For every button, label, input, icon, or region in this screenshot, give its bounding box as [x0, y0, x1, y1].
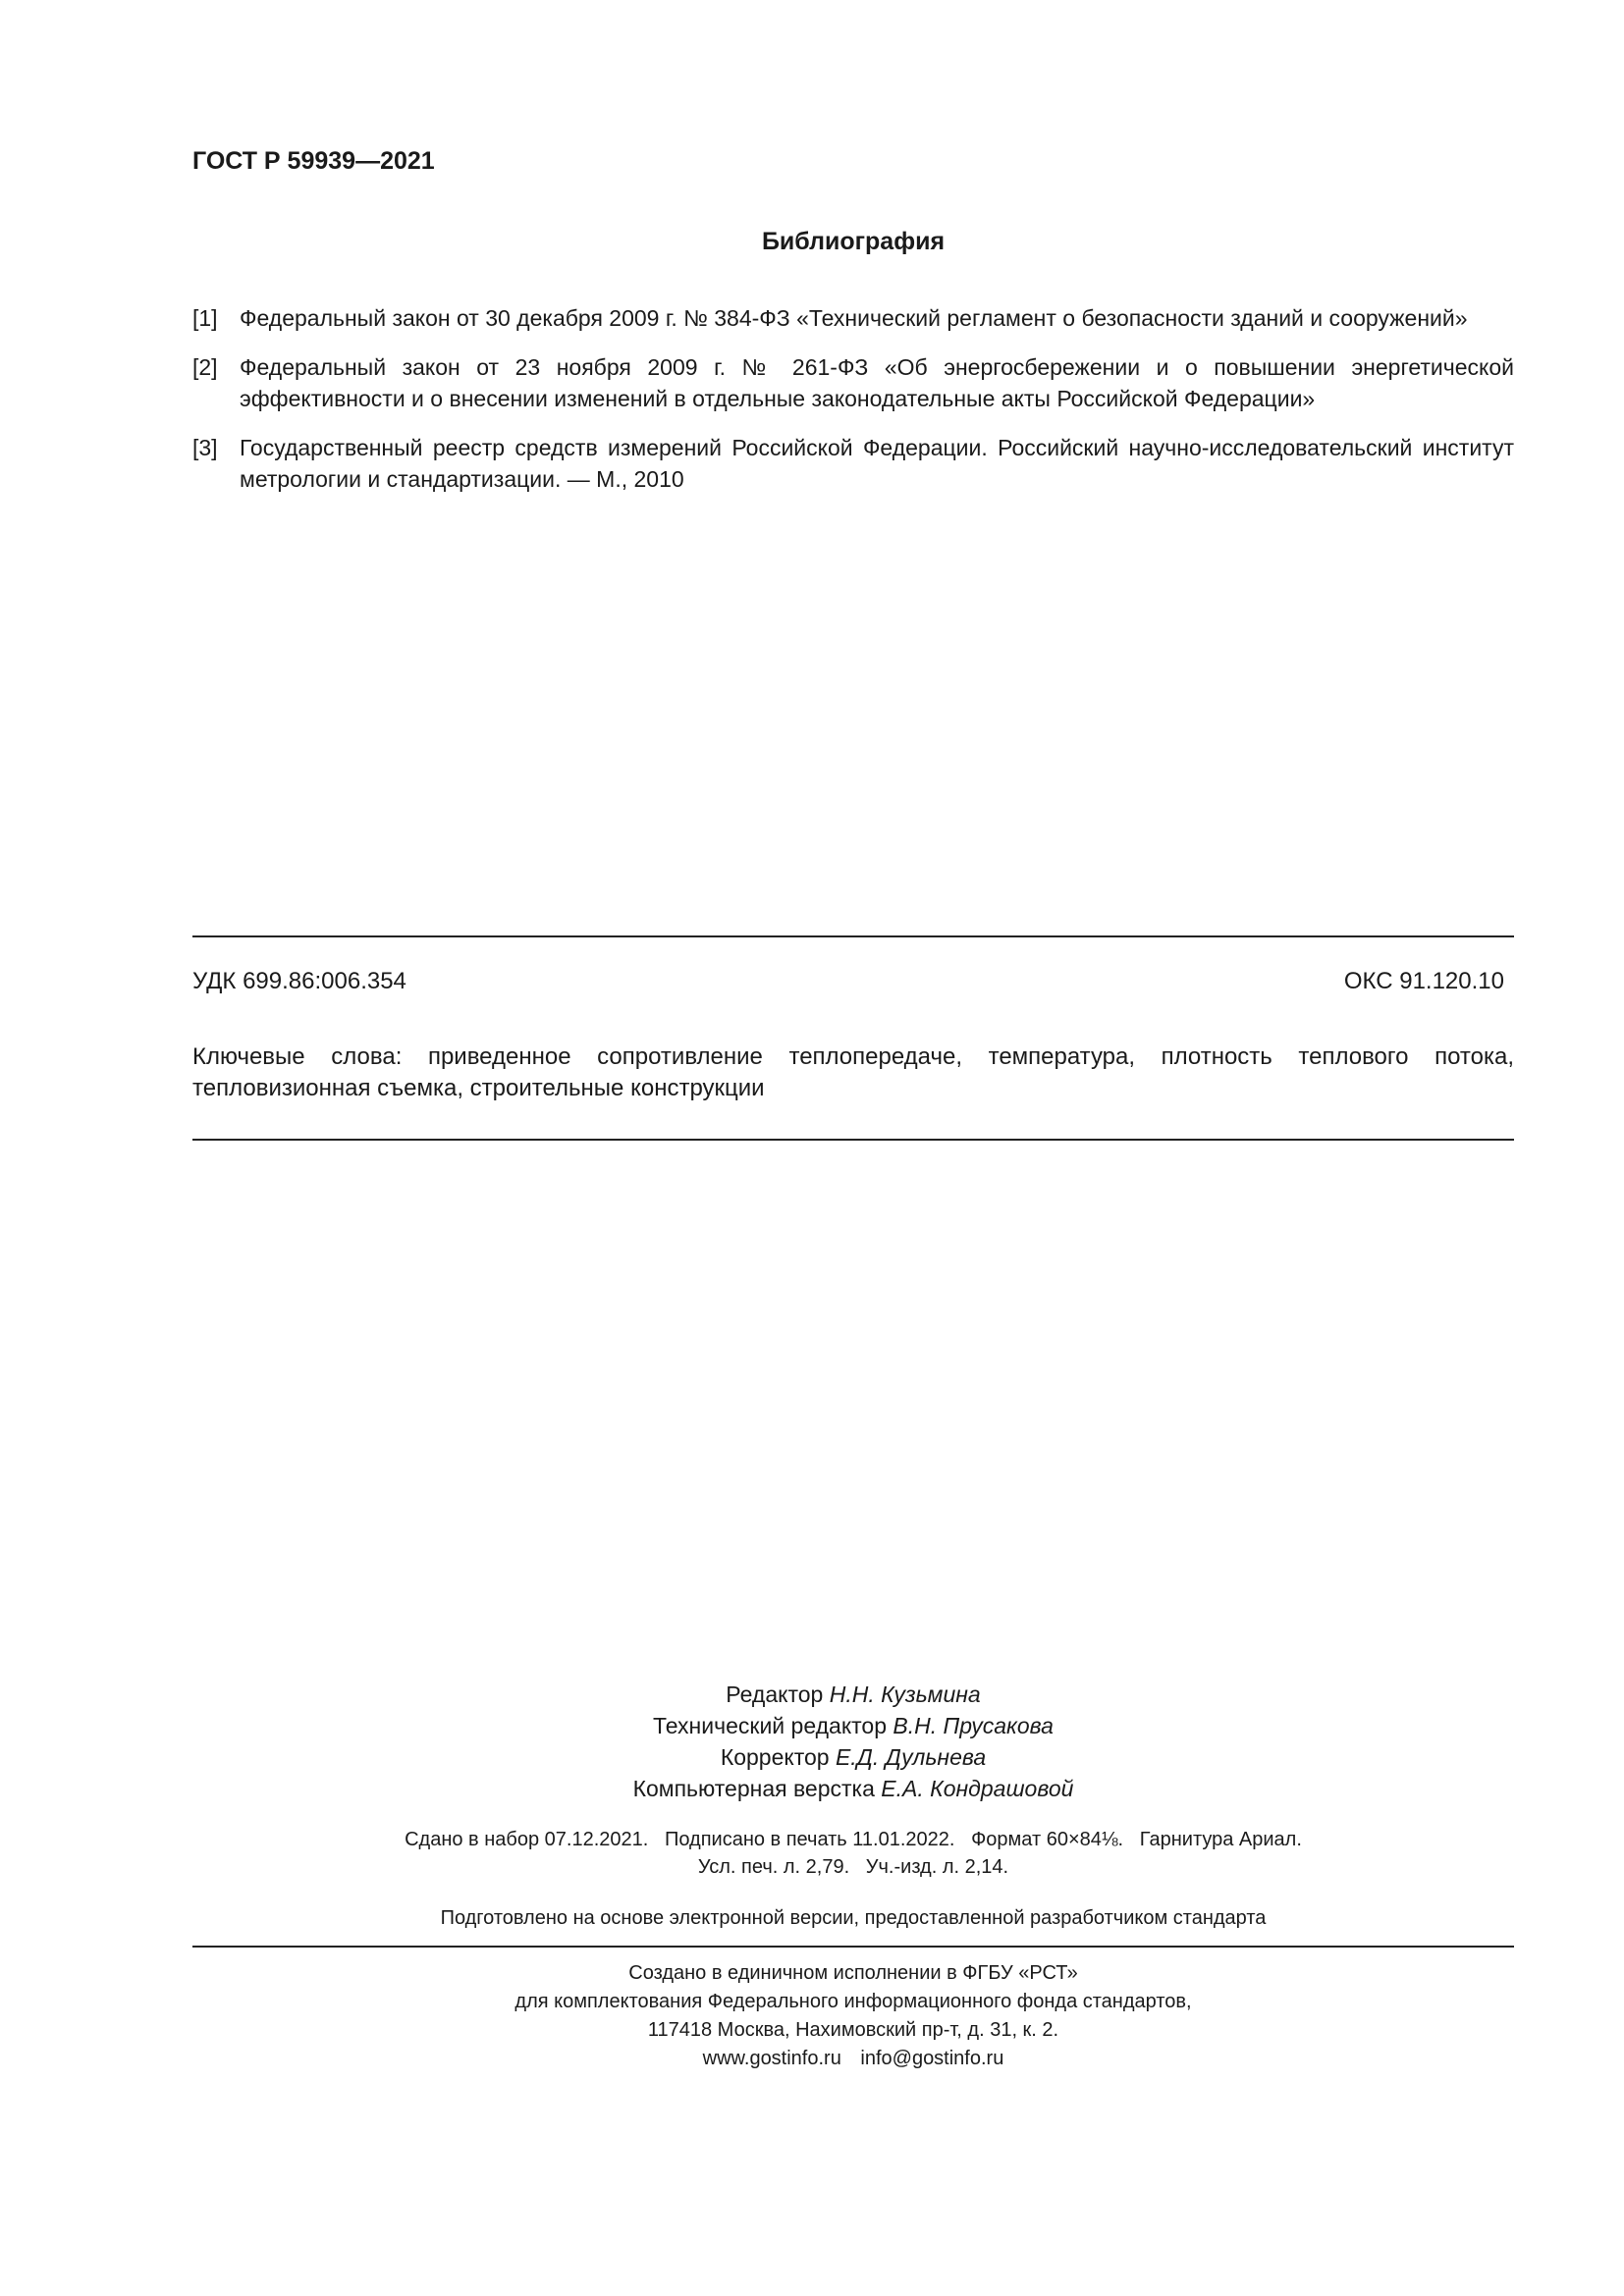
credit-name: Е.А. Кондрашовой: [881, 1776, 1074, 1801]
bibliography-item: [192, 302, 1514, 334]
credit-line: [192, 1773, 1514, 1804]
bibliography-item-number: [3]: [192, 435, 218, 460]
credit-name: Н.Н. Кузьмина: [829, 1682, 981, 1707]
contacts-line: [192, 2045, 1514, 2073]
standard-code: ГОСТ Р 59939—2021: [192, 147, 435, 175]
credits-block: [192, 1679, 1514, 1804]
print-info: [192, 1826, 1514, 1881]
bibliography-item-text: Федеральный закон от 23 ноября 2009 г. № 261-ФЗ «Об энергосбережении и о повышении энергетической эффективности и о внесении изменений в отдельные законодательные акты Российской Федерации»: [240, 354, 1514, 411]
divider-keywords: [192, 1139, 1514, 1141]
keywords-text: Ключевые слова: приведенное сопротивление теплопередаче, температура, плотность теплового потока, тепловизионная съемка, строительные конструкции: [192, 1043, 1514, 1101]
udk-code: УДК 699.86:006.354: [192, 968, 406, 994]
credit-role: Редактор: [726, 1682, 824, 1707]
credit-role: Компьютерная верстка: [632, 1776, 875, 1801]
oks-code: ОКС 91.120.10: [1343, 968, 1504, 994]
bibliography-item: [192, 351, 1514, 414]
bibliography-title: Библиография: [761, 228, 946, 255]
credit-line: [192, 1710, 1514, 1741]
website-link[interactable]: www.gostinfo.ru: [702, 2048, 841, 2069]
bibliography-item-text: Государственный реестр средств измерений Российской Федерации. Российский научно-исследовательский институт метрологии и стандартизации. — М., 2010: [240, 435, 1514, 492]
print-info-line: Усл. печ. л. 2,79. Уч.-изд. л. 2,14.: [697, 1856, 1009, 1878]
created-block: [192, 1959, 1514, 2073]
credit-role: Корректор: [720, 1744, 830, 1770]
created-line: для комплектования Федерального информационного фонда стандартов,: [514, 1991, 1192, 2012]
bibliography-item-number: [2]: [192, 354, 218, 380]
created-line: Создано в единичном исполнении в ФГБУ «РСТ»: [628, 1962, 1078, 1984]
credit-line: [192, 1741, 1514, 1773]
divider-top: [192, 935, 1514, 937]
credit-line: [192, 1679, 1514, 1710]
divider-bottom: [192, 1946, 1514, 1948]
credit-name: В.Н. Прусакова: [893, 1713, 1054, 1738]
credit-name: Е.Д. Дульнева: [835, 1744, 987, 1770]
bibliography-item-text: Федеральный закон от 30 декабря 2009 г. № 384-ФЗ «Технический регламент о безопасности зданий и сооружений»: [240, 305, 1468, 331]
bibliography-item-number: [1]: [192, 305, 218, 331]
print-info-line: Сдано в набор 07.12.2021. Подписано в печать 11.01.2022. Формат 60×84⅛. Гарнитура Ариал.: [405, 1829, 1302, 1850]
bibliography-list: [192, 302, 1514, 512]
prepared-note: Подготовлено на основе электронной версии, предоставленной разработчиком стандарта: [440, 1907, 1267, 1929]
email-link[interactable]: info@gostinfo.ru: [860, 2048, 1004, 2069]
credit-role: Технический редактор: [653, 1713, 888, 1738]
bibliography-item: [192, 432, 1514, 495]
created-line: 117418 Москва, Нахимовский пр-т, д. 31, к. 2.: [647, 2019, 1059, 2041]
